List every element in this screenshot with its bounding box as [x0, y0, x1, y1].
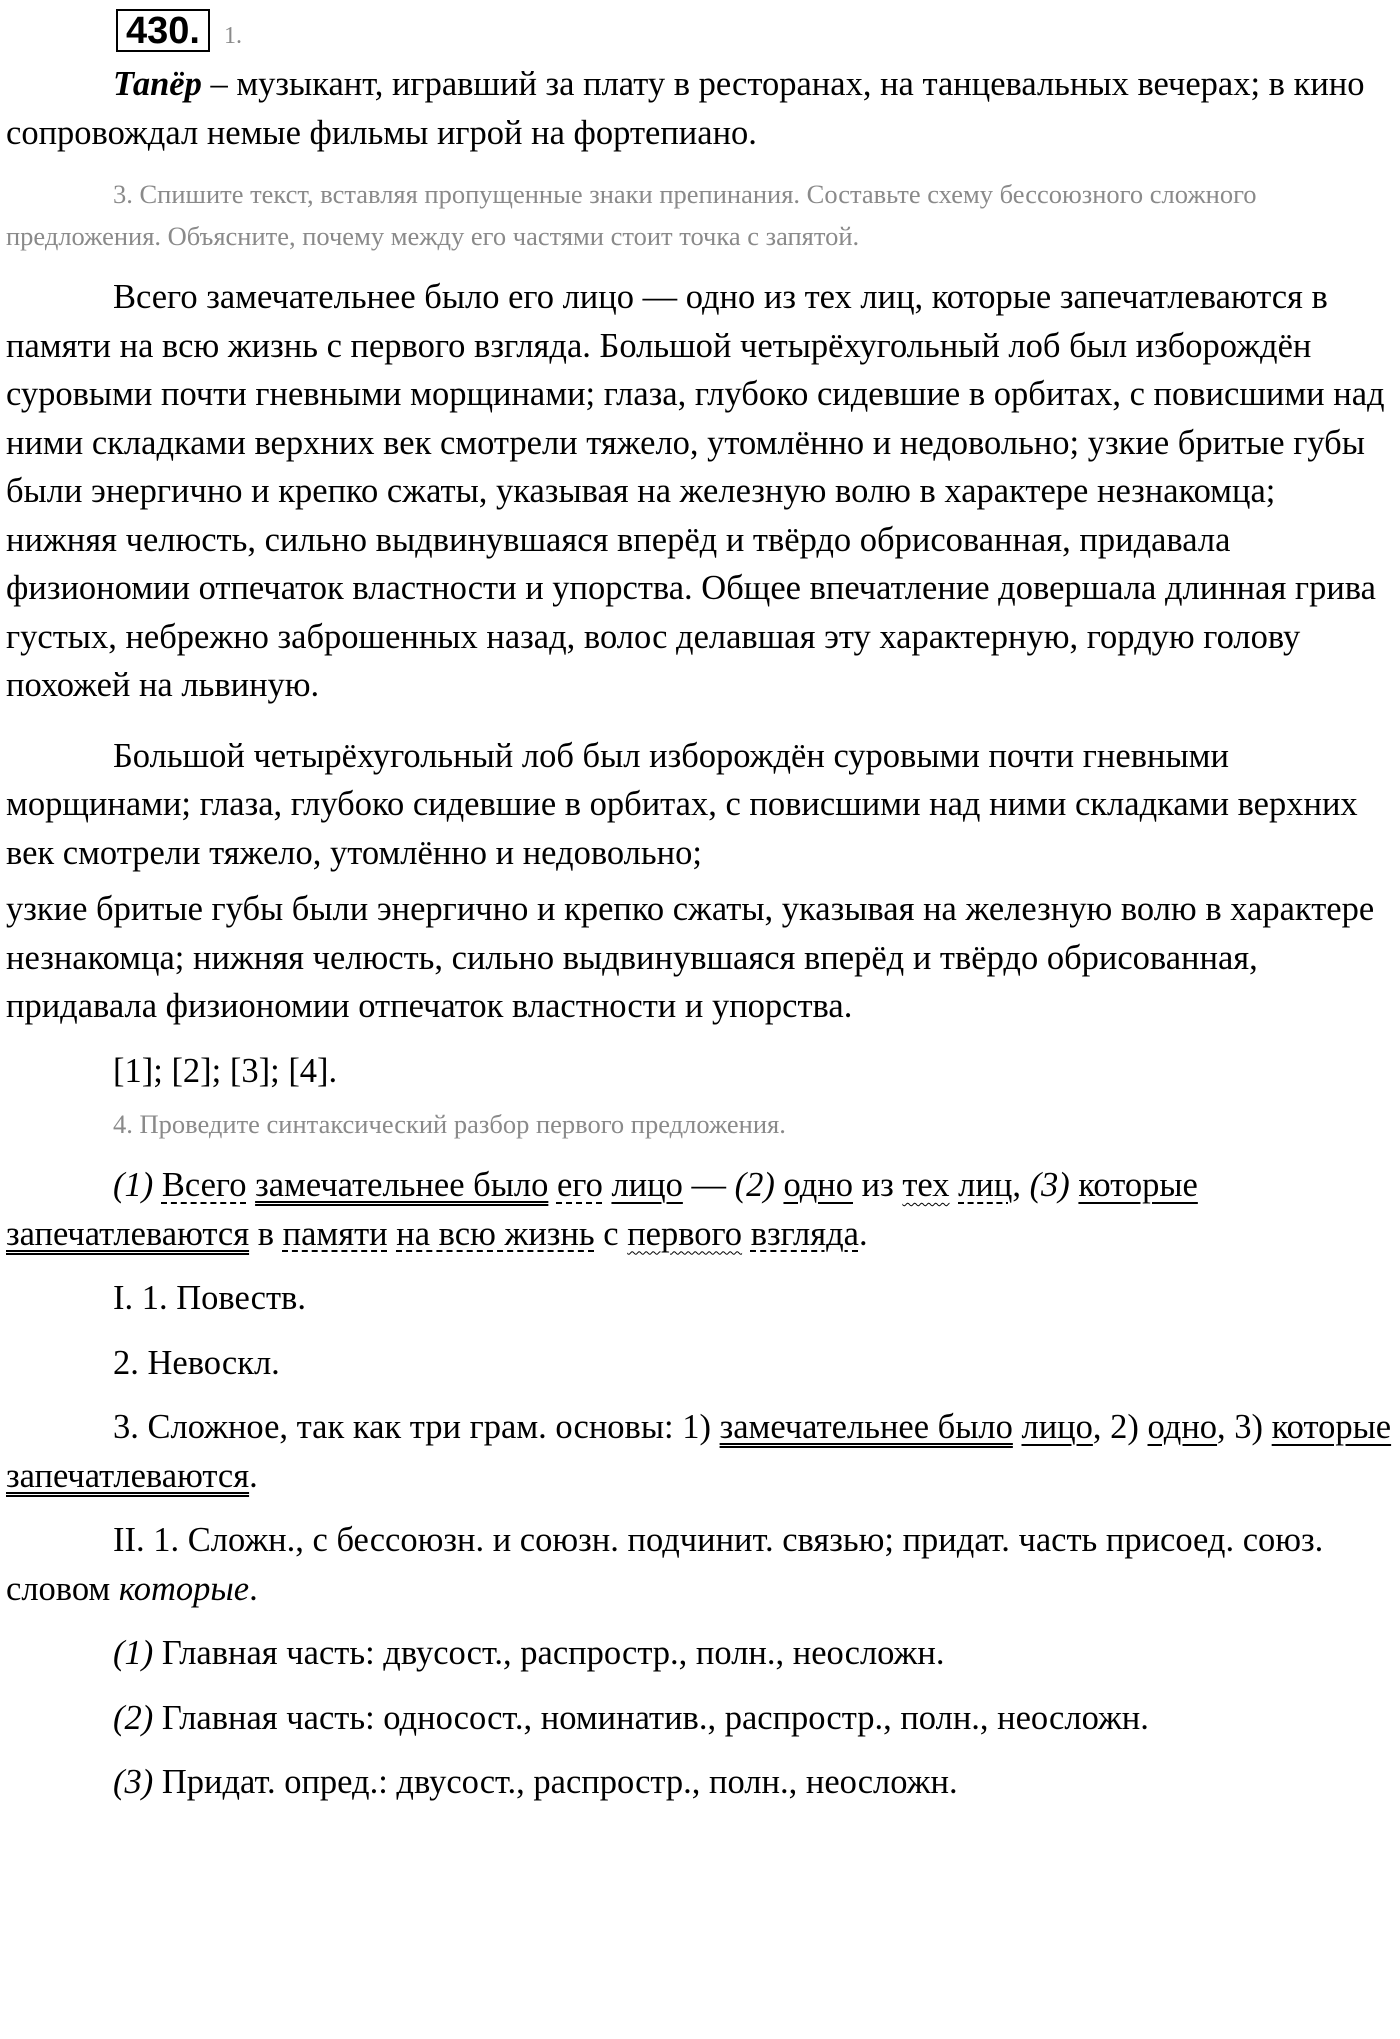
main-text-paragraph: Всего замечательнее было его лицо — одно из тех лиц, которые запечатлеваются в памяти на всю жизнь с первого взгляда. Большой четырёхугольный лоб был изборождён суровыми почти гневными морщинами; глаза, глубоко сидевшие в орбитах, с повисшими над ними складками верхних век смотрели тяжело, утомлённо и недовольно; узкие бритые губы были энергично и крепко сжаты, указывая на железную волю в характере незнакомца; нижняя челюсть, сильно выдвинувшаяся вперёд и твёрдо обрисованная, придавала физиономии отпечаток властности и упорства. Общее впечатление довершала длинная грива густых, небрежно заброшенных назад, волос делавшая эту характерную, гордую голову похожей на львиную.: [6, 278, 1385, 704]
exercise-number: 430.: [116, 9, 210, 52]
word-odno: одно: [783, 1166, 853, 1204]
analysis-line-6: [6, 1694, 1392, 1743]
analysis-line-7: [6, 1758, 1392, 1807]
analysis-line-4-text: II. 1. Сложн., с бессоюзн. и союзн. подчинит. связью; придат. часть присоед. союз. словом: [6, 1521, 1324, 1608]
analysis-line-4-word: которые: [118, 1569, 250, 1608]
sentence-scheme: [1]; [2]; [3]; [4].: [113, 1051, 338, 1090]
word-na-vsyu-zhizn: на всю жизнь: [396, 1214, 595, 1253]
word-pervogo: первого: [627, 1214, 743, 1253]
task-number: 1.: [223, 23, 242, 49]
analysis-marker-3: (3): [113, 1763, 154, 1801]
analysis-line-1: I. 1. Повеств.: [113, 1279, 306, 1317]
definition-text: – музыкант, игравший за плату в ресторанах, на танцевальных вечерах; в кино сопровождал немые фильмы игрой на фортепиано.: [6, 65, 1365, 152]
analysis-line-3-sep-1: , 2): [1092, 1408, 1139, 1446]
analysis-line-5-text: Главная часть: двусост., распростр., полн., неосложн.: [153, 1634, 945, 1672]
analysis-marker-1: (1): [113, 1634, 154, 1672]
part-marker-2: (2): [734, 1166, 775, 1204]
task-3-instruction: 3. Спишите текст, вставляя пропущенные знаки препинания. Составьте схему бессоюзного сложного предложения. Объясните, почему между его частями стоит точка с запятой.: [6, 179, 1257, 251]
compound-sentence-part-1: Большой четырёхугольный лоб был изборождён суровыми почти гневными морщинами; глаза, глубоко сидевшие в орбитах, с повисшими над ними складками верхних век смотрели тяжело, утомлённо и недовольно;: [6, 736, 1358, 872]
word-vsego: Всего: [161, 1166, 247, 1204]
word-zamechatelnee-bylo: замечательнее было: [255, 1166, 549, 1204]
basis-1-predicate: замечательнее было: [719, 1408, 1013, 1446]
basis-3-subject: которые: [1271, 1408, 1392, 1446]
analysis-line-4: II. 1. Сложн., с бессоюзн. и союзн. подчинит. связью; придат. часть присоед. союз. словом которые.: [6, 1521, 1324, 1608]
word-kotorye: которые: [1078, 1166, 1198, 1204]
word-iz: из: [853, 1166, 903, 1204]
compound-sentence-part-2: узкие бритые губы были энергично и крепко сжаты, указывая на железную волю в характере незнакомца; нижняя челюсть, сильно выдвинувшаяся вперёд и твёрдо обрисованная, придавала физиономии отпечаток властности и упорства.: [6, 890, 1375, 1025]
analysis-line-3: 3. Сложное, так как три грам. основы: 1) замечательнее было лицо, 2) одно, 3) которые запечатлеваются.: [6, 1408, 1392, 1495]
definition-term: Тапёр: [113, 65, 202, 103]
definition-paragraph: [6, 60, 1392, 157]
word-litso: лицо: [611, 1166, 683, 1204]
basis-3-predicate: запечатлеваются: [6, 1456, 250, 1495]
analysis-line-3-text: 3. Сложное, так как три грам. основы: 1): [113, 1408, 720, 1446]
word-pamyati: памяти: [282, 1214, 388, 1253]
analysis-line-5: [6, 1629, 1392, 1678]
parsed-sentence: (1) Всего замечательнее было его лицо — (2) одно из тех лиц, (3) которые запечатлеваются в памяти на всю жизнь с первого взгляда.: [6, 1166, 1198, 1253]
dash: —: [682, 1166, 735, 1204]
analysis-line-6-text: Главная часть: односост., номинатив., распростр., полн., неосложн.: [153, 1698, 1149, 1737]
word-zapechatlevayutsya: запечатлеваются: [6, 1214, 250, 1253]
analysis-line-2: 2. Невоскл.: [113, 1343, 280, 1382]
word-vzglyada: взгляда: [750, 1214, 859, 1253]
word-v: в: [249, 1214, 283, 1253]
analysis-line-7-text: Придат. опред.: двусост., распростр., полн., неосложн.: [153, 1763, 958, 1801]
word-s: с: [594, 1214, 628, 1253]
part-marker-1: (1): [113, 1166, 154, 1204]
word-teh: тех: [902, 1166, 950, 1204]
basis-2-subject: одно: [1147, 1408, 1218, 1446]
exercise-header: [116, 8, 1392, 52]
basis-1-subject: лицо: [1021, 1408, 1093, 1446]
analysis-marker-2: (2): [113, 1698, 154, 1737]
word-lits: лиц: [958, 1166, 1013, 1204]
word-ego: его: [556, 1166, 603, 1204]
analysis-line-3-sep-2: , 3): [1217, 1408, 1272, 1446]
task-4-instruction: 4. Проведите синтаксический разбор первого предложения.: [113, 1109, 786, 1139]
part-marker-3: (3): [1029, 1166, 1070, 1204]
